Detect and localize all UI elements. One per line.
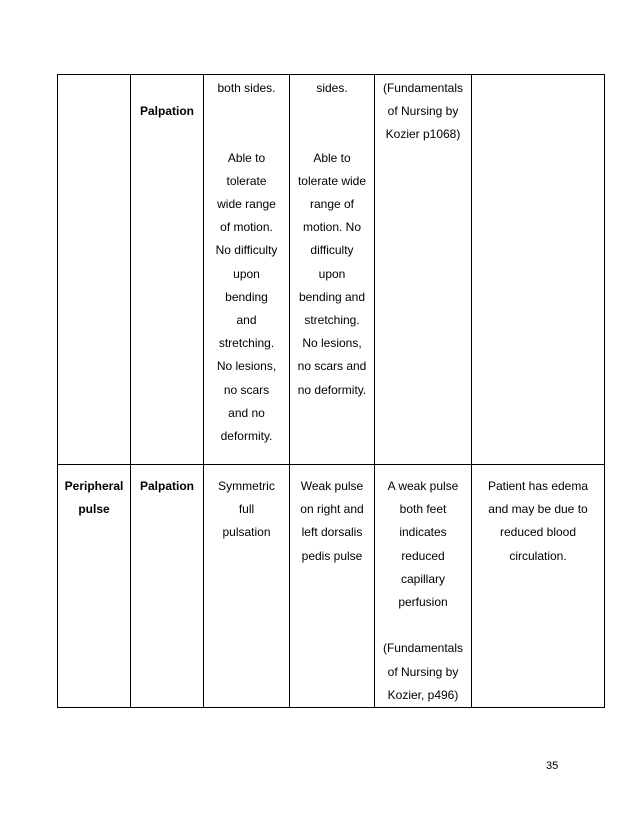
cell-text-line: difficulty <box>310 243 354 258</box>
cell-text-line: pulsation <box>222 525 271 540</box>
cell-text-line <box>290 123 374 146</box>
cell-text-line: and may be due to <box>488 502 588 517</box>
cell-text-line: left dorsalis <box>301 525 363 540</box>
table-row <box>58 465 605 708</box>
row2-col3-cell <box>204 465 290 708</box>
cell-text-line: (Fundamentals <box>382 81 464 95</box>
cell-text-line: bending and <box>298 289 366 304</box>
cell-text-line: on right and <box>300 502 364 517</box>
cell-text-line: and <box>236 313 257 327</box>
cell-text-line: of Nursing by <box>387 104 459 119</box>
row1-col2-cell <box>131 75 204 465</box>
cell-text-line: circulation. <box>509 548 567 563</box>
cell-text-line: range of <box>309 196 355 211</box>
cell-text-line: upon <box>233 266 260 281</box>
cell-text-line: sides. <box>316 81 348 95</box>
cell-text-line <box>375 614 471 637</box>
table-row <box>58 75 605 465</box>
cell-text-line: both sides. <box>217 81 276 95</box>
cell-text-line <box>204 100 289 123</box>
cell-text-line: of motion. <box>220 220 273 235</box>
cell-text-line: pedis pulse <box>301 548 363 563</box>
cell-text-line: no scars <box>223 382 270 397</box>
cell-text-line: Kozier, p496) <box>387 687 459 702</box>
row1-col6-cell <box>472 75 605 465</box>
cell-text-line: No lesions, <box>216 359 277 374</box>
cell-text-line: full <box>238 502 255 517</box>
cell-text-line: (Fundamentals <box>382 641 464 656</box>
cell-text-line: motion. No <box>302 220 362 235</box>
cell-text-line: no deformity. <box>297 382 367 397</box>
row1-col5-cell <box>375 75 472 465</box>
cell-text-line <box>204 123 289 146</box>
cell-text-line: Able to <box>313 150 351 165</box>
cell-text-line: of Nursing by <box>387 664 459 679</box>
cell-text-line: wide range <box>217 196 276 211</box>
cell-text-line: No difficulty <box>215 243 278 258</box>
cell-text-line: Patient has edema <box>487 479 589 493</box>
row1-col4-cell <box>290 75 375 465</box>
assessment-table <box>57 74 605 708</box>
cell-text-line: Peripheral <box>64 479 124 493</box>
cell-text-line: no scars and <box>297 359 367 374</box>
cell-text-line <box>290 100 374 123</box>
cell-text-line: stretching. <box>304 313 360 327</box>
cell-text-line: stretching. <box>218 336 275 351</box>
row2-col5-cell <box>375 465 472 708</box>
cell-text-line: tolerate wide <box>297 173 367 188</box>
cell-text-line: pulse <box>78 502 110 517</box>
cell-text-line: capillary <box>400 571 445 586</box>
row1-col1-cell <box>58 75 131 465</box>
cell-text-line: Able to <box>227 150 266 165</box>
cell-text-line: perfusion <box>398 595 448 610</box>
page-number: 35 <box>546 760 559 772</box>
row2-col1-cell <box>58 465 131 708</box>
cell-text-line: bending <box>225 289 268 304</box>
cell-text-line: Weak pulse <box>300 479 364 493</box>
cell-text-line: and no <box>228 405 265 420</box>
cell-text-line: upon <box>318 266 346 281</box>
cell-text-line: Palpation <box>139 479 194 493</box>
cell-text-line: Kozier p1068) <box>385 127 461 142</box>
row2-col4-cell <box>290 465 375 708</box>
row1-col3-cell <box>204 75 290 465</box>
cell-text-line: A weak pulse <box>387 479 459 493</box>
cell-text-line: tolerate <box>226 173 267 188</box>
cell-text-line: deformity. <box>220 429 273 444</box>
row2-col2-cell <box>131 465 204 708</box>
cell-text-line: reduced <box>401 548 445 563</box>
cell-text-line: both feet <box>399 502 447 517</box>
cell-text-line: Symmetric <box>218 479 275 493</box>
cell-text-line: reduced blood <box>499 525 577 540</box>
row2-col6-cell <box>472 465 605 708</box>
cell-text-line: No lesions, <box>302 336 362 351</box>
technique-label: Palpation <box>139 104 194 119</box>
cell-text-line: indicates <box>399 525 447 540</box>
